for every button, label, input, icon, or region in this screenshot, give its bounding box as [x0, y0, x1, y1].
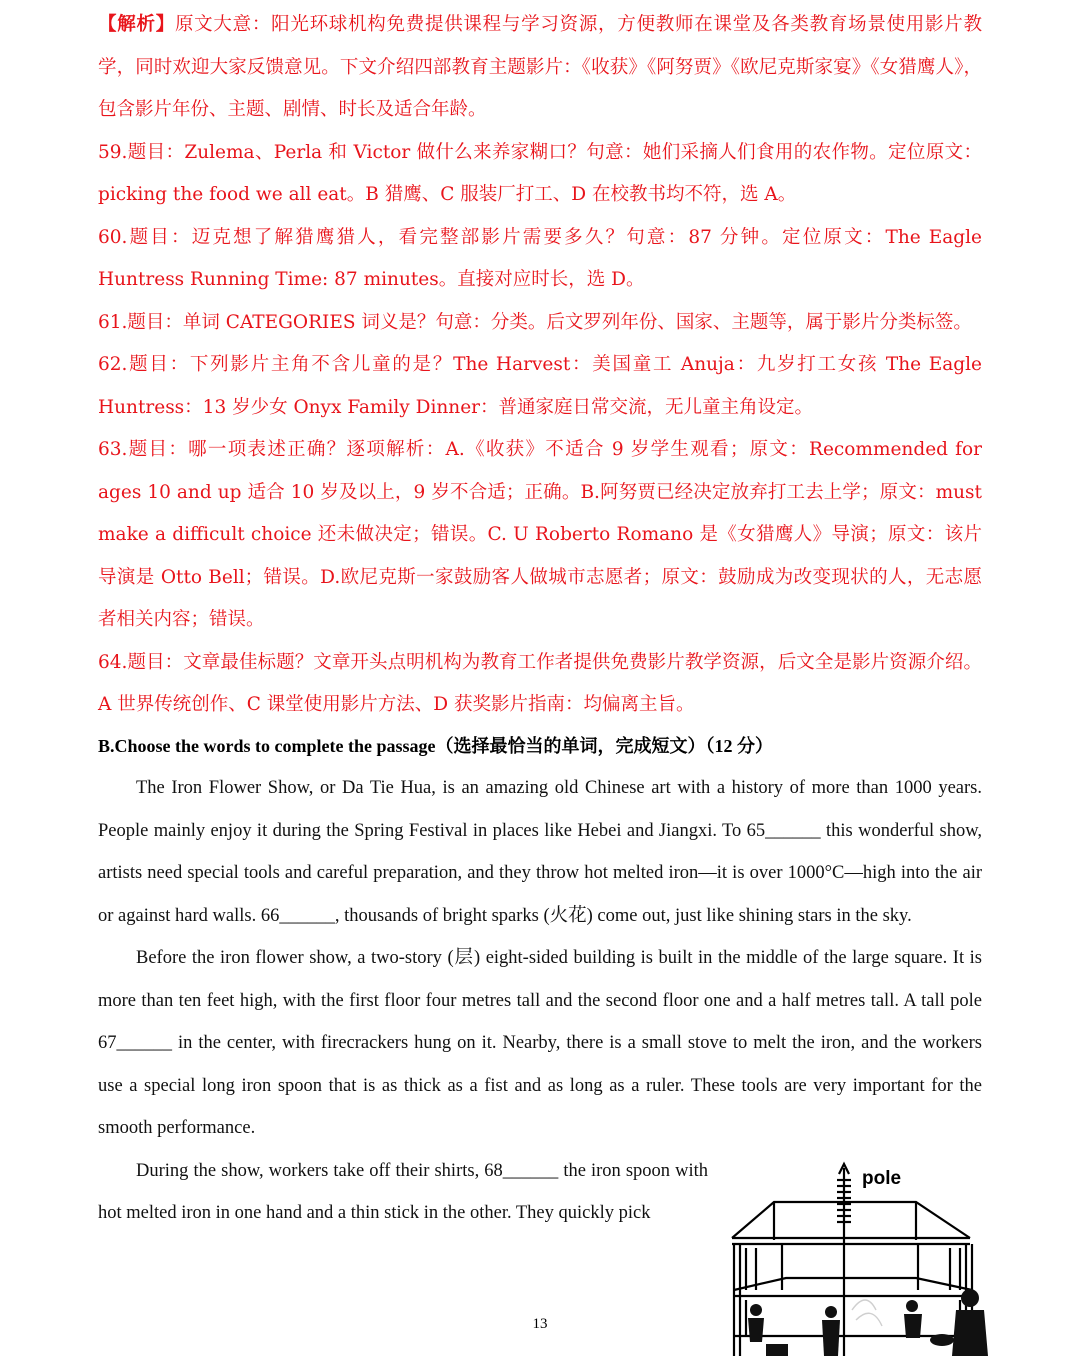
- answer-analysis: [98, 4, 982, 727]
- analysis-intro-text: 原文大意：阳光环球机构免费提供课程与学习资源，方便教师在课堂及各类教育场景使用影片教学，同时欢迎大家反馈意见。下文介绍四部教育主题影片：《收获》《阿努贾》《欧尼克斯家宴》《女猎鹰人》，包含影片年份、主题、剧情、时长及适合年龄。: [98, 14, 982, 120]
- passage-paragraph-1: The Iron Flower Show, or Da Tie Hua, is an amazing old Chinese art with a history of more than 1000 years. People mainly enjoy it during the Spring Festival in places like Hebei and Jiangxi. To 65______ this wonderful show, artists need special tools and careful preparation, and they throw hot melted iron—it is over 1000°C—high into the air or against hard walls. 66______, thousands of bright sparks (火花) come out, just like shining stars in the sky.: [98, 778, 982, 926]
- analysis-q64: 64.题目：文章最佳标题？文章开头点明机构为教育工作者提供免费影片教学资源，后文全是影片资源介绍。A 世界传统创作、C 课堂使用影片方法、D 获奖影片指南：均偏离主旨。: [98, 651, 982, 715]
- section-title-en: B.Choose the words to complete the passage: [98, 736, 436, 756]
- page-number: 13: [532, 1316, 548, 1332]
- analysis-q62: 62.题目：下列影片主角不含儿童的是？The Harvest：美国童工 Anuja：九岁打工女孩 The Eagle Huntress：13 岁少女 Onyx Family Dinner：普通家庭日常交流，无儿童主角设定。: [98, 354, 982, 418]
- analysis-q59: 59.题目：Zulema、Perla 和 Victor 做什么来养家糊口？句意：她们采摘人们食用的农作物。定位原文：picking the food we all eat。B 猎鹰、C 服装厂打工、D 在校教书均不符，选 A。: [98, 141, 982, 205]
- analysis-q63: 63.题目：哪一项表述正确？逐项解析：A.《收获》不适合 9 岁学生观看；原文：Recommended for ages 10 and up 适合 10 岁及以上，9 岁不合适；正确。B.阿努贾已经决定放弃打工去上学；原文：must make a difficult choice 还未做决定；错误。C. U Roberto Romano 是《女猎鹰人》导演；原文：该片导演是 Otto Bell；错误。D.欧尼克斯一家鼓励客人做城市志愿者；原文：鼓励成为改变现状的人，无志愿者相关内容；错误。: [98, 439, 982, 630]
- section-heading: [98, 726, 982, 766]
- analysis-intro: [98, 4, 982, 132]
- analysis-tag: 【解析】: [98, 14, 175, 35]
- analysis-q61: 61.题目：单词 CATEGORIES 词义是？句意：分类。后文罗列年份、国家、主题等，属于影片分类标签。: [98, 311, 972, 333]
- section-title-cn: （选择最恰当的单词，完成短文）（12 分）: [435, 736, 773, 756]
- passage-paragraph-3: During the show, workers take off their shirts, 68______ the iron spoon with hot melted iron in one hand and a thin stick in the other. They quickly pick: [98, 1160, 708, 1223]
- analysis-q60: 60.题目：迈克想了解猎鹰猎人，看完整部影片需要多久？句意：87 分钟。定位原文：The Eagle Huntress Running Time: 87 minutes。直接对应时长，选 D。: [98, 226, 982, 290]
- pole-label: pole: [862, 1168, 902, 1189]
- passage-paragraph-2: Before the iron flower show, a two-story (层) eight-sided building is built in the middle of the large square. It is more than ten feet high, with the first floor four metres tall and the second floor one and a half metres tall. A tall pole 67______ in the center, with firecrackers hung on it. Nearby, there is a small stove to melt the iron, and the workers use a special long iron spoon that is as thick as a fist and as long as a ruler. These tools are very important for the smooth performance.: [98, 948, 982, 1138]
